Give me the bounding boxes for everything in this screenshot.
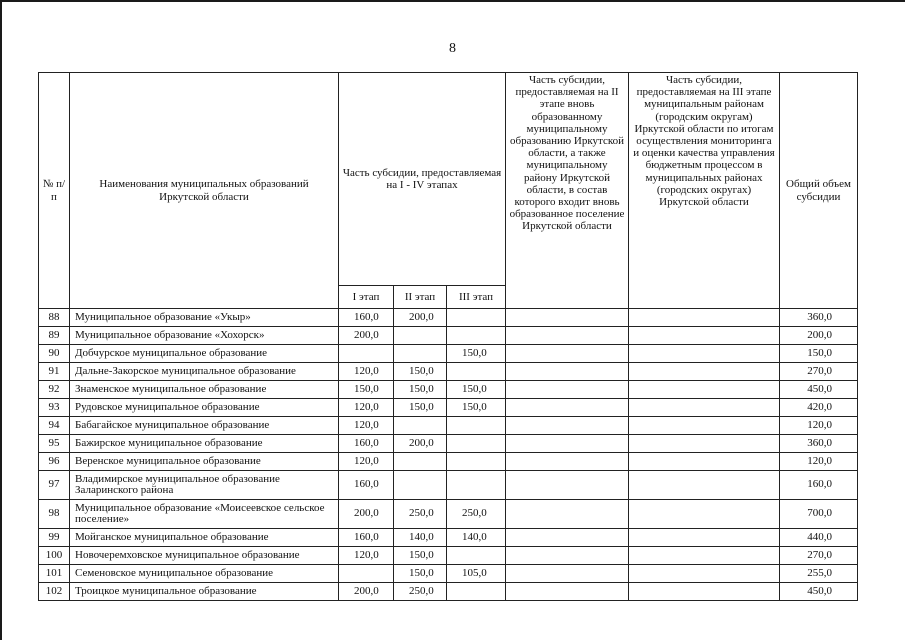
- cell-stage-2: [394, 327, 447, 345]
- cell-stage-2: 150,0: [394, 547, 447, 565]
- cell-stage-3: [447, 471, 506, 500]
- cell-total: 700,0: [780, 500, 858, 529]
- row-number: 101: [39, 565, 70, 583]
- cell-stage-2: 200,0: [394, 309, 447, 327]
- cell-total: 120,0: [780, 417, 858, 435]
- row-name: Семеновское муниципальное образование: [70, 565, 339, 583]
- cell-total: 255,0: [780, 565, 858, 583]
- cell-stage-iii-districts: [629, 345, 780, 363]
- row-number: 100: [39, 547, 70, 565]
- row-number: 90: [39, 345, 70, 363]
- row-name: Муниципальное образование «Укыр»: [70, 309, 339, 327]
- row-number: 95: [39, 435, 70, 453]
- table-row: [39, 309, 858, 327]
- cell-stage-2: 150,0: [394, 381, 447, 399]
- cell-stage-1: 160,0: [339, 471, 394, 500]
- row-name: Троицкое муниципальное образование: [70, 583, 339, 601]
- cell-stage-1: 160,0: [339, 309, 394, 327]
- cell-stage-iii-districts: [629, 529, 780, 547]
- row-number: 89: [39, 327, 70, 345]
- table-row: [39, 327, 858, 345]
- row-name: Бажирское муниципальное образование: [70, 435, 339, 453]
- cell-stage-3: 140,0: [447, 529, 506, 547]
- cell-stage-3: [447, 453, 506, 471]
- cell-stage-3: [447, 547, 506, 565]
- cell-stage-1: [339, 565, 394, 583]
- cell-stage-ii-new: [506, 399, 629, 417]
- table-row: [39, 435, 858, 453]
- row-number: 93: [39, 399, 70, 417]
- cell-stage-ii-new: [506, 363, 629, 381]
- cell-stage-2: [394, 417, 447, 435]
- cell-stage-ii-new: [506, 417, 629, 435]
- header-stage-1: I этап: [339, 286, 394, 309]
- table-row: [39, 417, 858, 435]
- header-total: Общий объем субсидии: [780, 73, 858, 309]
- cell-stage-3: 250,0: [447, 500, 506, 529]
- cell-stage-iii-districts: [629, 417, 780, 435]
- cell-stage-3: 150,0: [447, 345, 506, 363]
- cell-stage-1: 200,0: [339, 327, 394, 345]
- header-stage-iii-districts: Часть субсидии, предоставляемая на III этапе муниципальным районам (городским округам) Иркутской области по итогам осуществления мониторинга и оценки качества управления бюджетным процессом в муниципальных районах (городских округах) Иркутской области: [629, 73, 780, 309]
- table-row: [39, 583, 858, 601]
- cell-stage-ii-new: [506, 471, 629, 500]
- cell-stage-ii-new: [506, 345, 629, 363]
- table-row: [39, 363, 858, 381]
- cell-stage-ii-new: [506, 309, 629, 327]
- row-name: Мойганское муниципальное образование: [70, 529, 339, 547]
- table-row: [39, 345, 858, 363]
- cell-stage-1: 160,0: [339, 435, 394, 453]
- cell-total: 450,0: [780, 583, 858, 601]
- header-stage-2: II этап: [394, 286, 447, 309]
- cell-stage-2: [394, 471, 447, 500]
- row-number: 97: [39, 471, 70, 500]
- cell-stage-2: [394, 453, 447, 471]
- cell-stage-2: [394, 345, 447, 363]
- cell-stage-iii-districts: [629, 547, 780, 565]
- cell-stage-iii-districts: [629, 399, 780, 417]
- row-number: 99: [39, 529, 70, 547]
- cell-total: 450,0: [780, 381, 858, 399]
- table-body: [39, 309, 858, 601]
- cell-stage-iii-districts: [629, 309, 780, 327]
- cell-total: 440,0: [780, 529, 858, 547]
- table-row: [39, 529, 858, 547]
- row-name: Муниципальное образование «Моисеевское сельское поселение»: [70, 500, 339, 529]
- table-row: [39, 399, 858, 417]
- cell-stage-2: 200,0: [394, 435, 447, 453]
- header-name: Наименования муниципальных образований Иркутской области: [70, 73, 339, 309]
- row-number: 88: [39, 309, 70, 327]
- row-name: Веренское муниципальное образование: [70, 453, 339, 471]
- subsidy-table: [38, 72, 858, 601]
- table-row: [39, 547, 858, 565]
- cell-stage-1: 200,0: [339, 500, 394, 529]
- cell-stage-3: [447, 309, 506, 327]
- row-number: 94: [39, 417, 70, 435]
- cell-total: 270,0: [780, 363, 858, 381]
- header-stage-ii-new: Часть субсидии, предоставляемая на II этапе вновь образованному муниципальному образованию Иркутской области, а также муниципальному району Иркутской области, в состав которого входит вновь образованное поселение Иркутской области: [506, 73, 629, 309]
- row-number: 98: [39, 500, 70, 529]
- row-name: Рудовское муниципальное образование: [70, 399, 339, 417]
- cell-stage-ii-new: [506, 583, 629, 601]
- row-number: 96: [39, 453, 70, 471]
- cell-stage-1: 120,0: [339, 453, 394, 471]
- cell-stage-ii-new: [506, 500, 629, 529]
- table-row: [39, 500, 858, 529]
- cell-stage-2: 250,0: [394, 583, 447, 601]
- header-stage-3: III этап: [447, 286, 506, 309]
- cell-stage-1: 150,0: [339, 381, 394, 399]
- row-name: Владимирское муниципальное образование Заларинского района: [70, 471, 339, 500]
- cell-stage-2: 140,0: [394, 529, 447, 547]
- row-name: Муниципальное образование «Хохорск»: [70, 327, 339, 345]
- cell-stage-3: [447, 435, 506, 453]
- cell-stage-iii-districts: [629, 327, 780, 345]
- table-row: [39, 565, 858, 583]
- cell-total: 150,0: [780, 345, 858, 363]
- cell-stage-1: 120,0: [339, 363, 394, 381]
- cell-stage-1: 160,0: [339, 529, 394, 547]
- row-number: 92: [39, 381, 70, 399]
- cell-stage-1: [339, 345, 394, 363]
- cell-stage-1: 120,0: [339, 399, 394, 417]
- cell-stage-ii-new: [506, 529, 629, 547]
- cell-total: 360,0: [780, 309, 858, 327]
- cell-stage-1: 120,0: [339, 417, 394, 435]
- cell-total: 120,0: [780, 453, 858, 471]
- cell-total: 270,0: [780, 547, 858, 565]
- table-row: [39, 381, 858, 399]
- cell-stage-1: 200,0: [339, 583, 394, 601]
- cell-stage-3: 150,0: [447, 381, 506, 399]
- cell-stage-ii-new: [506, 565, 629, 583]
- row-name: Знаменское муниципальное образование: [70, 381, 339, 399]
- row-name: Бабагайское муниципальное образование: [70, 417, 339, 435]
- cell-stage-2: 150,0: [394, 363, 447, 381]
- cell-stage-iii-districts: [629, 453, 780, 471]
- cell-stage-3: [447, 417, 506, 435]
- scan-edge-left: [0, 0, 2, 640]
- row-name: Добчурское муниципальное образование: [70, 345, 339, 363]
- cell-total: 420,0: [780, 399, 858, 417]
- cell-stage-3: [447, 583, 506, 601]
- page-number: 8: [449, 41, 456, 56]
- cell-stage-3: 150,0: [447, 399, 506, 417]
- cell-stage-2: 150,0: [394, 565, 447, 583]
- header-stages-group: Часть субсидии, предоставляемая на I - IV этапах: [339, 73, 506, 286]
- cell-stage-3: [447, 327, 506, 345]
- cell-stage-3: 105,0: [447, 565, 506, 583]
- cell-stage-ii-new: [506, 453, 629, 471]
- cell-stage-iii-districts: [629, 381, 780, 399]
- scan-edge-top: [0, 0, 905, 2]
- cell-stage-iii-districts: [629, 565, 780, 583]
- cell-total: 360,0: [780, 435, 858, 453]
- row-number: 102: [39, 583, 70, 601]
- cell-total: 160,0: [780, 471, 858, 500]
- row-number: 91: [39, 363, 70, 381]
- cell-stage-ii-new: [506, 381, 629, 399]
- row-name: Новочеремховское муниципальное образование: [70, 547, 339, 565]
- cell-stage-ii-new: [506, 327, 629, 345]
- row-name: Дальне-Закорское муниципальное образование: [70, 363, 339, 381]
- cell-stage-iii-districts: [629, 471, 780, 500]
- cell-stage-3: [447, 363, 506, 381]
- table-row: [39, 453, 858, 471]
- table-row: [39, 471, 858, 500]
- cell-stage-2: 150,0: [394, 399, 447, 417]
- cell-stage-iii-districts: [629, 435, 780, 453]
- cell-stage-iii-districts: [629, 583, 780, 601]
- cell-stage-ii-new: [506, 435, 629, 453]
- cell-stage-2: 250,0: [394, 500, 447, 529]
- cell-stage-1: 120,0: [339, 547, 394, 565]
- header-num: № п/п: [39, 73, 70, 309]
- cell-stage-ii-new: [506, 547, 629, 565]
- cell-total: 200,0: [780, 327, 858, 345]
- cell-stage-iii-districts: [629, 363, 780, 381]
- cell-stage-iii-districts: [629, 500, 780, 529]
